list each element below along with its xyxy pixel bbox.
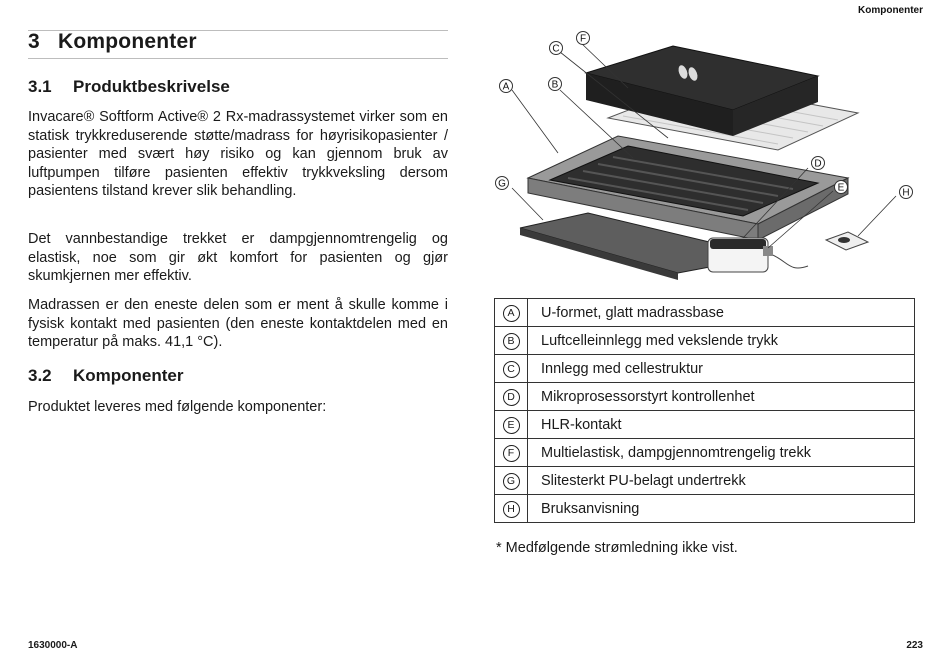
callout-h: H xyxy=(902,187,910,199)
component-description: Luftcelleinnlegg med vekslende trykk xyxy=(528,327,915,355)
chapter-rule-bottom xyxy=(28,58,448,59)
chapter-title: Komponenter xyxy=(58,30,197,53)
page-number: 223 xyxy=(906,640,923,651)
components-table xyxy=(494,298,915,523)
running-header: Komponenter xyxy=(858,5,923,16)
footnote: * Medfølgende strømledning ikke vist. xyxy=(496,540,738,556)
component-letter: A xyxy=(503,305,520,322)
callout-e: E xyxy=(837,182,845,194)
component-letter: C xyxy=(503,361,520,378)
component-description: Bruksanvisning xyxy=(528,495,915,523)
component-letter: G xyxy=(503,473,520,490)
table-row xyxy=(495,383,915,411)
table-row xyxy=(495,411,915,439)
paragraph-product-description: Invacare® Softform Active® 2 Rx-madrassystemet virker som en statisk trykkreduserende støtte/madrass for høyrisikopasienter / pasienter med svært høy risiko og kan gjennom bruk av luftpumpen tilføre pasienten effektiv trykkveksling dersom pasientens tilstand krever slik behandling. xyxy=(28,109,448,200)
document-number: 1630000-A xyxy=(28,640,78,651)
paragraph-cover: Det vannbestandige trekket er dampgjennomtrengelig og elastisk, noe som gir økt komfort for pasienten og gjør skumkjernen mer effektiv. xyxy=(28,231,448,285)
section-title: Produktbeskrivelse xyxy=(73,77,230,96)
component-letter: F xyxy=(503,445,520,462)
component-letter: D xyxy=(503,389,520,406)
section-heading-komponenter xyxy=(28,366,184,386)
table-row xyxy=(495,355,915,383)
paragraph-contact: Madrassen er den eneste delen som er ment å skulle komme i fysisk kontakt med pasienten (den eneste kontaktdelen med en temperatur på maks. 41,1 °C). xyxy=(28,297,448,351)
paragraph-components-intro: Produktet leveres med følgende komponenter: xyxy=(28,399,327,415)
table-row xyxy=(495,439,915,467)
callout-d: D xyxy=(814,158,822,170)
chapter-heading xyxy=(28,30,197,54)
component-description: Slitesterkt PU-belagt undertrekk xyxy=(528,467,915,495)
callout-f: F xyxy=(579,33,587,45)
component-description: HLR-kontakt xyxy=(528,411,915,439)
component-description: U-formet, glatt madrassbase xyxy=(528,299,915,327)
component-description: Multielastisk, dampgjennomtrengelig trekk xyxy=(528,439,915,467)
section-title: Komponenter xyxy=(73,366,184,385)
callout-c: C xyxy=(552,43,560,55)
component-letter: B xyxy=(503,333,520,350)
component-description: Mikroprosessorstyrt kontrollenhet xyxy=(528,383,915,411)
section-heading-produktbeskrivelse xyxy=(28,77,230,97)
component-letter: H xyxy=(503,501,520,518)
component-letter: E xyxy=(503,417,520,434)
table-row xyxy=(495,327,915,355)
table-row xyxy=(495,467,915,495)
component-description: Innlegg med cellestruktur xyxy=(528,355,915,383)
table-row xyxy=(495,495,915,523)
mattress-system-illustration xyxy=(488,28,928,283)
callout-b: B xyxy=(551,79,559,91)
callout-g: G xyxy=(498,178,506,190)
section-number: 3.2 xyxy=(28,366,52,385)
chapter-number: 3 xyxy=(28,30,40,53)
callout-a: A xyxy=(502,81,510,93)
section-number: 3.1 xyxy=(28,77,52,96)
table-row xyxy=(495,299,915,327)
